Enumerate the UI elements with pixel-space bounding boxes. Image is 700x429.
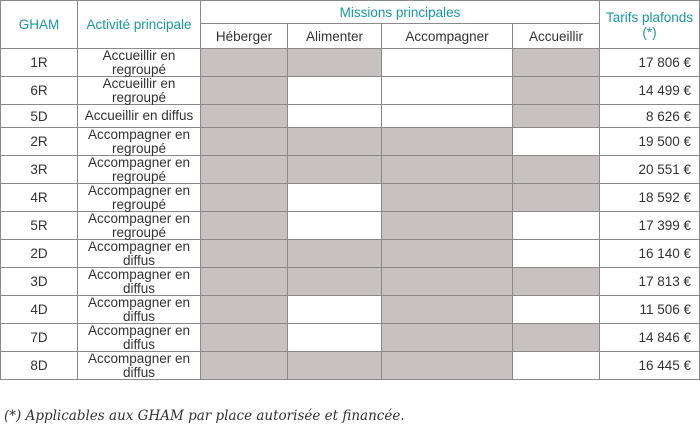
gham-code-cell: 4D (1, 296, 78, 324)
mission-cell-heberger (201, 49, 288, 77)
activite-cell: Accompagner en diffus (78, 268, 201, 296)
activite-cell: Accueillir en regroupé (78, 77, 201, 105)
mission-cell-accueillir (513, 49, 600, 77)
mission-cell-heberger (201, 296, 288, 324)
mission-cell-accompagner (382, 156, 513, 184)
mission-cell-accompagner (382, 77, 513, 105)
table-row (1, 156, 700, 184)
activite-cell: Accueillir en diffus (78, 105, 201, 128)
mission-cell-alimenter (288, 156, 382, 184)
tarif-cell: 20 551 € (600, 156, 700, 184)
mission-cell-heberger (201, 105, 288, 128)
activite-cell: Accompagner en regroupé (78, 184, 201, 212)
table-row (1, 296, 700, 324)
activite-cell: Accompagner en diffus (78, 296, 201, 324)
mission-cell-accompagner (382, 324, 513, 352)
header-missions: Missions principales (201, 1, 600, 24)
table-row (1, 352, 700, 380)
mission-cell-alimenter (288, 296, 382, 324)
mission-cell-heberger (201, 240, 288, 268)
tarif-cell: 19 500 € (600, 128, 700, 156)
tarif-cell: 11 506 € (600, 296, 700, 324)
table-row (1, 77, 700, 105)
header-gham: GHAM (1, 1, 78, 49)
mission-cell-accompagner (382, 105, 513, 128)
mission-cell-accueillir (513, 128, 600, 156)
mission-cell-heberger (201, 184, 288, 212)
mission-cell-heberger (201, 212, 288, 240)
mission-cell-accueillir (513, 296, 600, 324)
tarif-cell: 16 445 € (600, 352, 700, 380)
header-row-top (1, 1, 700, 24)
gham-code-cell: 4R (1, 184, 78, 212)
table-row (1, 268, 700, 296)
mission-cell-accueillir (513, 156, 600, 184)
mission-cell-accueillir (513, 212, 600, 240)
gham-code-cell: 1R (1, 49, 78, 77)
mission-cell-accompagner (382, 128, 513, 156)
mission-cell-accueillir (513, 352, 600, 380)
mission-cell-accueillir (513, 105, 600, 128)
mission-cell-alimenter (288, 49, 382, 77)
activite-cell: Accompagner en regroupé (78, 156, 201, 184)
tarif-cell: 18 592 € (600, 184, 700, 212)
mission-cell-heberger (201, 324, 288, 352)
mission-cell-accompagner (382, 268, 513, 296)
activite-cell: Accompagner en regroupé (78, 212, 201, 240)
mission-cell-heberger (201, 128, 288, 156)
tarif-cell: 14 499 € (600, 77, 700, 105)
mission-cell-accueillir (513, 77, 600, 105)
mission-cell-alimenter (288, 184, 382, 212)
mission-cell-accueillir (513, 184, 600, 212)
mission-cell-accompagner (382, 212, 513, 240)
gham-code-cell: 3D (1, 268, 78, 296)
gham-code-cell: 3R (1, 156, 78, 184)
tarif-cell: 17 806 € (600, 49, 700, 77)
mission-cell-heberger (201, 156, 288, 184)
mission-cell-heberger (201, 268, 288, 296)
mission-cell-accueillir (513, 324, 600, 352)
table-body (1, 49, 700, 380)
gham-code-cell: 6R (1, 77, 78, 105)
gham-code-cell: 2D (1, 240, 78, 268)
header-accueillir: Accueillir (513, 24, 600, 49)
header-heberger: Héberger (201, 24, 288, 49)
activite-cell: Accompagner en regroupé (78, 128, 201, 156)
table-row (1, 105, 700, 128)
gham-code-cell: 5D (1, 105, 78, 128)
table-row (1, 212, 700, 240)
mission-cell-alimenter (288, 212, 382, 240)
gham-code-cell: 5R (1, 212, 78, 240)
mission-cell-alimenter (288, 240, 382, 268)
mission-cell-alimenter (288, 77, 382, 105)
gham-code-cell: 8D (1, 352, 78, 380)
mission-cell-alimenter (288, 105, 382, 128)
tarif-cell: 14 846 € (600, 324, 700, 352)
mission-cell-accompagner (382, 240, 513, 268)
gham-code-cell: 7D (1, 324, 78, 352)
header-accompagner: Accompagner (382, 24, 513, 49)
tarif-cell: 16 140 € (600, 240, 700, 268)
mission-cell-heberger (201, 352, 288, 380)
table-row (1, 184, 700, 212)
header-tarifs: Tarifs plafonds (*) (600, 1, 700, 49)
mission-cell-alimenter (288, 352, 382, 380)
table-row (1, 240, 700, 268)
gham-code-cell: 2R (1, 128, 78, 156)
mission-cell-alimenter (288, 128, 382, 156)
table-row (1, 49, 700, 77)
mission-cell-accompagner (382, 49, 513, 77)
tarif-cell: 17 813 € (600, 268, 700, 296)
tarif-cell: 8 626 € (600, 105, 700, 128)
header-alimenter: Alimenter (288, 24, 382, 49)
table-row (1, 128, 700, 156)
activite-cell: Accompagner en diffus (78, 352, 201, 380)
mission-cell-alimenter (288, 268, 382, 296)
mission-cell-heberger (201, 77, 288, 105)
mission-cell-accueillir (513, 268, 600, 296)
table-row (1, 324, 700, 352)
tarif-cell: 17 399 € (600, 212, 700, 240)
mission-cell-accompagner (382, 296, 513, 324)
mission-cell-accompagner (382, 184, 513, 212)
activite-cell: Accueillir en regroupé (78, 49, 201, 77)
activite-cell: Accompagner en diffus (78, 240, 201, 268)
mission-cell-accueillir (513, 240, 600, 268)
mission-cell-alimenter (288, 324, 382, 352)
footnote: (*) Applicables aux GHAM par place autorisée et financée. (4, 408, 405, 424)
header-activite: Activité principale (78, 1, 201, 49)
mission-cell-accompagner (382, 352, 513, 380)
activite-cell: Accompagner en diffus (78, 324, 201, 352)
